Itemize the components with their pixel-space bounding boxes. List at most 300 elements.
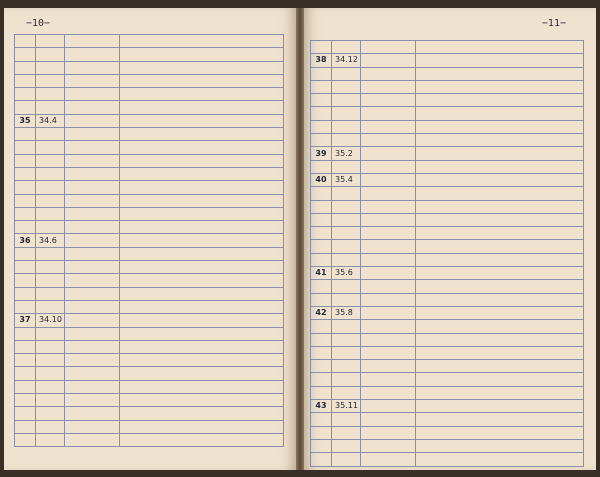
issue-date — [36, 354, 65, 367]
article-title — [120, 61, 284, 74]
table-row — [311, 213, 584, 226]
author-name — [361, 134, 416, 147]
issue-date — [332, 373, 361, 386]
issue-number — [311, 253, 332, 266]
issue-date — [36, 141, 65, 154]
author-name — [65, 247, 120, 260]
issue-date — [36, 128, 65, 141]
table-row — [311, 134, 584, 147]
issue-number — [311, 293, 332, 306]
issue-number — [15, 181, 36, 194]
author-name — [361, 413, 416, 426]
article-title — [120, 114, 284, 127]
table-row — [311, 54, 584, 67]
issue-number — [15, 407, 36, 420]
article-title — [416, 107, 584, 120]
issue-number — [311, 160, 332, 173]
issue-number — [311, 200, 332, 213]
article-title — [120, 154, 284, 167]
issue-number — [311, 386, 332, 399]
right-page — [304, 8, 596, 470]
article-title — [416, 200, 584, 213]
article-title — [120, 194, 284, 207]
article-title — [120, 141, 284, 154]
issue-number — [15, 354, 36, 367]
table-row — [311, 80, 584, 93]
article-title — [120, 287, 284, 300]
issue-date — [332, 80, 361, 93]
table-row — [15, 154, 284, 167]
article-title — [416, 386, 584, 399]
table-row — [15, 114, 284, 127]
issue-number — [15, 128, 36, 141]
issue-date — [332, 346, 361, 359]
table-row — [311, 360, 584, 373]
author-name — [361, 173, 416, 186]
issue-number — [311, 320, 332, 333]
table-row — [311, 439, 584, 452]
author-name — [65, 154, 120, 167]
issue-number: 40 — [311, 173, 332, 186]
issue-date — [332, 240, 361, 253]
right-page-number: −11− — [541, 18, 566, 29]
article-title — [416, 280, 584, 293]
article-title — [416, 373, 584, 386]
issue-date — [332, 426, 361, 439]
issue-date — [332, 94, 361, 107]
article-title — [120, 314, 284, 327]
table-row — [15, 181, 284, 194]
article-title — [416, 160, 584, 173]
issue-number — [15, 300, 36, 313]
table-row — [15, 261, 284, 274]
author-name — [65, 61, 120, 74]
article-title — [416, 173, 584, 186]
issue-number — [311, 280, 332, 293]
issue-number: 37 — [15, 314, 36, 327]
issue-number — [15, 340, 36, 353]
article-title — [120, 128, 284, 141]
article-title — [120, 88, 284, 101]
issue-date — [36, 35, 65, 48]
author-name — [361, 147, 416, 160]
issue-date — [332, 227, 361, 240]
author-name — [65, 327, 120, 340]
issue-date — [36, 380, 65, 393]
author-name — [361, 293, 416, 306]
article-title — [120, 207, 284, 220]
issue-date — [332, 333, 361, 346]
article-title — [120, 261, 284, 274]
author-name — [361, 80, 416, 93]
article-title — [416, 320, 584, 333]
table-row — [311, 253, 584, 266]
issue-number — [15, 74, 36, 87]
author-name — [361, 67, 416, 80]
table-row — [15, 407, 284, 420]
author-name — [361, 453, 416, 466]
table-row — [311, 386, 584, 399]
table-row — [15, 314, 284, 327]
author-name — [65, 114, 120, 127]
issue-date — [332, 120, 361, 133]
issue-number — [15, 207, 36, 220]
table-row — [15, 141, 284, 154]
table-row — [15, 61, 284, 74]
issue-date — [332, 41, 361, 54]
article-title — [416, 54, 584, 67]
right-contents-table — [310, 40, 584, 467]
issue-date — [332, 213, 361, 226]
issue-date: 34.6 — [36, 234, 65, 247]
author-name — [361, 360, 416, 373]
article-title — [120, 407, 284, 420]
author-name — [361, 213, 416, 226]
article-title — [416, 346, 584, 359]
article-title — [416, 400, 584, 413]
article-title — [120, 354, 284, 367]
author-name — [65, 194, 120, 207]
table-row — [15, 433, 284, 446]
issue-number — [311, 227, 332, 240]
issue-date — [36, 394, 65, 407]
author-name — [361, 240, 416, 253]
issue-date — [36, 61, 65, 74]
issue-date — [36, 327, 65, 340]
author-name — [65, 314, 120, 327]
issue-number — [15, 61, 36, 74]
author-name — [361, 426, 416, 439]
article-title — [120, 221, 284, 234]
article-title — [120, 74, 284, 87]
issue-date — [36, 340, 65, 353]
article-title — [416, 453, 584, 466]
author-name — [65, 167, 120, 180]
issue-number — [311, 439, 332, 452]
table-row — [311, 413, 584, 426]
table-row — [311, 240, 584, 253]
author-name — [361, 187, 416, 200]
table-row — [311, 306, 584, 319]
issue-number: 36 — [15, 234, 36, 247]
issue-date — [332, 253, 361, 266]
issue-number — [15, 327, 36, 340]
author-name — [361, 200, 416, 213]
article-title — [120, 433, 284, 446]
table-row — [15, 367, 284, 380]
article-title — [416, 187, 584, 200]
author-name — [361, 346, 416, 359]
article-title — [120, 367, 284, 380]
article-title — [416, 413, 584, 426]
author-name — [65, 35, 120, 48]
issue-number: 43 — [311, 400, 332, 413]
article-title — [120, 380, 284, 393]
article-title — [416, 360, 584, 373]
author-name — [65, 274, 120, 287]
author-name — [361, 120, 416, 133]
issue-number — [15, 261, 36, 274]
article-title — [120, 234, 284, 247]
issue-number — [311, 346, 332, 359]
issue-date: 35.6 — [332, 267, 361, 280]
issue-number — [311, 107, 332, 120]
issue-number — [15, 380, 36, 393]
issue-date: 35.11 — [332, 400, 361, 413]
issue-number — [15, 394, 36, 407]
table-row — [311, 107, 584, 120]
author-name — [361, 373, 416, 386]
issue-number — [15, 167, 36, 180]
issue-date — [36, 287, 65, 300]
issue-number — [311, 120, 332, 133]
issue-date — [332, 439, 361, 452]
article-title — [416, 439, 584, 452]
author-name — [65, 207, 120, 220]
issue-date — [36, 300, 65, 313]
article-title — [416, 293, 584, 306]
author-name — [65, 354, 120, 367]
table-row — [15, 300, 284, 313]
table-row — [15, 340, 284, 353]
issue-date — [332, 360, 361, 373]
issue-date — [332, 453, 361, 466]
article-title — [416, 120, 584, 133]
table-row — [15, 207, 284, 220]
article-title — [120, 274, 284, 287]
issue-number: 38 — [311, 54, 332, 67]
issue-number — [15, 194, 36, 207]
issue-number: 41 — [311, 267, 332, 280]
issue-number — [311, 373, 332, 386]
issue-number: 35 — [15, 114, 36, 127]
table-row — [311, 120, 584, 133]
author-name — [361, 280, 416, 293]
author-name — [361, 386, 416, 399]
issue-number — [311, 41, 332, 54]
issue-date: 34.4 — [36, 114, 65, 127]
article-title — [120, 101, 284, 114]
table-row — [311, 426, 584, 439]
table-row — [311, 94, 584, 107]
table-row — [311, 333, 584, 346]
author-name — [65, 48, 120, 61]
article-title — [416, 80, 584, 93]
issue-date: 35.2 — [332, 147, 361, 160]
issue-date — [36, 88, 65, 101]
issue-date — [332, 200, 361, 213]
issue-number — [15, 141, 36, 154]
table-row — [311, 346, 584, 359]
table-row — [311, 173, 584, 186]
author-name — [361, 306, 416, 319]
article-title — [120, 48, 284, 61]
issue-date — [36, 407, 65, 420]
issue-date — [36, 261, 65, 274]
issue-date — [36, 167, 65, 180]
issue-date: 35.4 — [332, 173, 361, 186]
article-title — [416, 227, 584, 240]
issue-date: 35.8 — [332, 306, 361, 319]
issue-number — [15, 88, 36, 101]
table-row — [15, 354, 284, 367]
issue-date — [36, 101, 65, 114]
table-row — [311, 320, 584, 333]
author-name — [361, 41, 416, 54]
table-row — [311, 67, 584, 80]
table-row — [311, 267, 584, 280]
issue-number — [311, 213, 332, 226]
issue-number — [311, 426, 332, 439]
left-contents-table — [14, 34, 284, 447]
issue-number — [311, 80, 332, 93]
issue-number — [311, 453, 332, 466]
author-name — [65, 420, 120, 433]
author-name — [361, 439, 416, 452]
article-title — [120, 394, 284, 407]
table-row — [15, 234, 284, 247]
author-name — [361, 94, 416, 107]
table-row — [15, 274, 284, 287]
table-row — [15, 394, 284, 407]
article-title — [120, 167, 284, 180]
table-row — [15, 327, 284, 340]
table-row — [311, 147, 584, 160]
issue-number — [311, 333, 332, 346]
issue-number — [15, 433, 36, 446]
table-row — [311, 453, 584, 466]
table-row — [311, 41, 584, 54]
issue-number — [15, 101, 36, 114]
table-row — [15, 167, 284, 180]
issue-date — [36, 154, 65, 167]
issue-number — [15, 221, 36, 234]
left-page-number: −10− — [26, 18, 51, 29]
issue-date — [36, 48, 65, 61]
author-name — [65, 300, 120, 313]
author-name — [65, 234, 120, 247]
author-name — [65, 181, 120, 194]
issue-date — [332, 160, 361, 173]
author-name — [65, 141, 120, 154]
table-row — [15, 247, 284, 260]
issue-number — [311, 413, 332, 426]
author-name — [65, 340, 120, 353]
issue-date — [332, 107, 361, 120]
issue-number — [311, 187, 332, 200]
issue-number — [311, 67, 332, 80]
article-title — [416, 94, 584, 107]
table-row — [15, 35, 284, 48]
author-name — [65, 433, 120, 446]
issue-number: 39 — [311, 147, 332, 160]
issue-date — [332, 413, 361, 426]
article-title — [416, 306, 584, 319]
article-title — [120, 327, 284, 340]
article-title — [416, 253, 584, 266]
table-row — [311, 200, 584, 213]
issue-date — [36, 274, 65, 287]
author-name — [361, 253, 416, 266]
table-row — [15, 88, 284, 101]
issue-date — [36, 367, 65, 380]
table-row — [15, 48, 284, 61]
table-row — [311, 160, 584, 173]
author-name — [65, 261, 120, 274]
issue-date — [36, 207, 65, 220]
table-row — [311, 227, 584, 240]
author-name — [361, 400, 416, 413]
author-name — [65, 101, 120, 114]
article-title — [416, 426, 584, 439]
issue-number — [311, 360, 332, 373]
issue-date — [332, 67, 361, 80]
issue-number: 42 — [311, 306, 332, 319]
author-name — [361, 227, 416, 240]
issue-date: 34.12 — [332, 54, 361, 67]
issue-date — [36, 181, 65, 194]
author-name — [361, 107, 416, 120]
author-name — [65, 394, 120, 407]
table-row — [15, 128, 284, 141]
table-row — [15, 420, 284, 433]
author-name — [361, 267, 416, 280]
article-title — [416, 240, 584, 253]
article-title — [120, 181, 284, 194]
author-name — [65, 128, 120, 141]
issue-date — [36, 247, 65, 260]
issue-date — [36, 433, 65, 446]
article-title — [416, 213, 584, 226]
issue-date — [332, 280, 361, 293]
article-title — [120, 300, 284, 313]
issue-date — [332, 187, 361, 200]
author-name — [65, 380, 120, 393]
author-name — [65, 88, 120, 101]
issue-number — [15, 367, 36, 380]
author-name — [65, 287, 120, 300]
table-row — [15, 221, 284, 234]
table-row — [15, 101, 284, 114]
table-row — [311, 187, 584, 200]
article-title — [416, 67, 584, 80]
author-name — [361, 320, 416, 333]
author-name — [65, 221, 120, 234]
article-title — [416, 147, 584, 160]
article-title — [416, 41, 584, 54]
author-name — [361, 54, 416, 67]
article-title — [120, 340, 284, 353]
issue-number — [15, 420, 36, 433]
issue-number — [311, 240, 332, 253]
author-name — [361, 160, 416, 173]
article-title — [416, 333, 584, 346]
article-title — [416, 267, 584, 280]
issue-number — [15, 48, 36, 61]
issue-number — [15, 274, 36, 287]
table-row — [15, 194, 284, 207]
issue-number — [15, 35, 36, 48]
issue-date — [36, 74, 65, 87]
table-row — [311, 373, 584, 386]
left-page — [4, 8, 296, 470]
book-gutter — [296, 8, 304, 470]
author-name — [65, 407, 120, 420]
table-row — [311, 293, 584, 306]
issue-number — [15, 247, 36, 260]
issue-number — [15, 287, 36, 300]
table-row — [15, 287, 284, 300]
